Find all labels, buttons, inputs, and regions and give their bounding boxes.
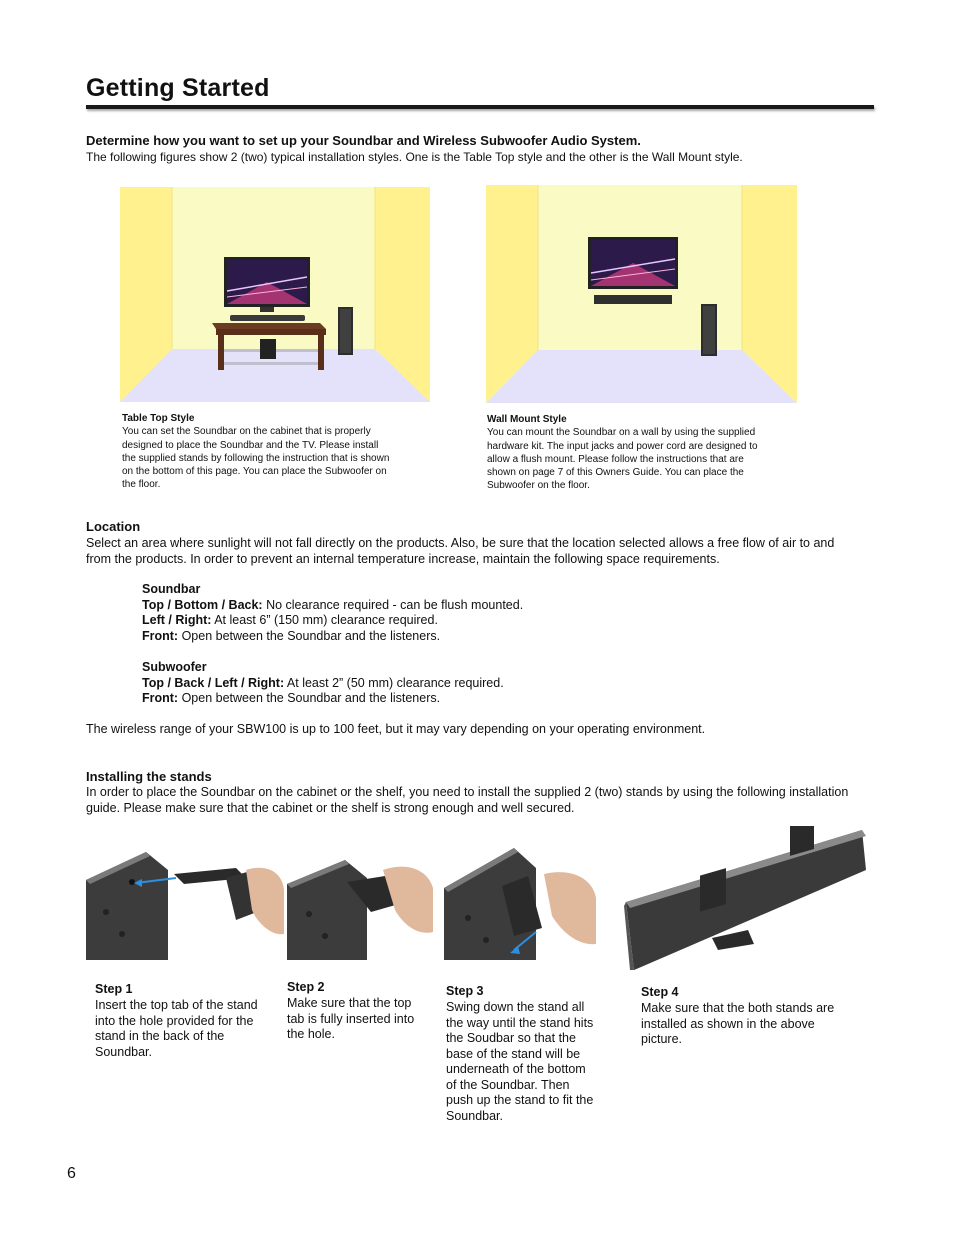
table-top-caption [122,412,422,492]
step-1-photo [86,850,284,960]
step-line: Swing down the stand all [446,1000,585,1014]
spec-label: Top / Back / Left / Right: [142,675,285,690]
spec-label: Front: [142,691,179,705]
wall-mount-caption-title: Wall Mount Style [487,414,567,425]
step-4 [641,985,871,1048]
step-2-photo [287,858,433,960]
stands-body [86,785,886,816]
page-number: 6 [67,1165,76,1182]
location-line: Select an area where sunlight will not fall directly on the products. Also, be sure that the location selected allows a free flow of air to and [86,536,835,550]
tv-icon [588,237,678,289]
step-3-photo [444,846,596,960]
table-top-caption-title: Table Top Style [122,413,195,424]
page-title: Getting Started [86,74,270,102]
wall-mount-caption-line: allow a flush mount. Please follow the instructions that are [487,453,744,465]
step-line: base of the stand will be [446,1046,581,1061]
step-3 [446,984,611,1124]
step-2-text [287,996,437,1043]
step-2 [287,980,437,1043]
spec-value: At least 2” (50 mm) clearance required. [284,675,504,690]
step-2-illustration [287,858,433,960]
location-heading: Location [86,519,141,534]
step-line: stand in the back of the [95,1029,225,1043]
soundbar-icon [230,315,305,321]
stands-heading: Installing the stands [86,769,212,784]
step-line: of the Soundbar. Then [446,1077,570,1092]
table-top-caption-line: the floor. [122,479,161,491]
step-1 [95,982,275,1060]
spec-value: At least 6” (150 mm) clearance required. [211,613,438,627]
soundbar-requirements [142,582,523,644]
wall-mount-caption-line: hardware kit. The input jacks and power cord are designed to [487,440,758,452]
step-line: push up the stand to fit the [446,1093,594,1107]
step-3-text [446,1000,611,1124]
subwoofer-spec-title: Subwoofer [142,660,207,674]
table-top-caption-line: the supplied stands by following the instruction that is shown [122,452,390,464]
step-3-illustration [444,846,596,960]
step-line: underneath of the bottom [446,1062,586,1076]
wireless-range-note: The wireless range of your SBW100 is up to 100 feet, but it may vary depending on your operating environment. [86,722,706,736]
step-line: Soundbar. [95,1044,152,1059]
step-4-illustration [622,826,868,972]
wall-mount-caption [487,413,787,493]
stands-line: guide. Please make sure that the cabinet or the shelf is strong enough and well secured. [86,800,575,815]
step-2-title: Step 2 [287,980,325,994]
wall-mount-room-illustration [486,185,797,403]
wall-mount-caption-line: shown on page 7 of this Owners Guide. You can place the [487,467,744,479]
step-1-illustration [86,850,284,960]
soundbar-spec-title: Soundbar [142,582,201,596]
table-top-caption-line: on the bottom of this page. You can place the Subwoofer on [122,466,387,478]
step-4-text [641,1001,871,1048]
step-1-text [95,998,275,1060]
subwoofer-requirements [142,660,504,707]
table-top-caption-line: You can set the Soundbar on the cabinet that is properly [122,426,371,438]
step-1-title: Step 1 [95,982,133,996]
step-line: the hole. [287,1027,335,1041]
step-line: picture. [641,1032,682,1046]
table-top-figure [120,187,430,402]
title-rule [86,105,874,109]
table-top-caption-line: designed to place the Soundbar and the TV. Please install [122,439,379,451]
step-line: installed as shown in the above [641,1016,815,1031]
intro-body: The following figures show 2 (two) typical installation styles. One is the Table Top style and the other is the Wall Mount style. [86,150,743,164]
spec-label: Front: [142,628,179,643]
step-4-title: Step 4 [641,985,679,999]
step-line: the Soudbar so that the [446,1031,576,1045]
step-line: the way until the stand hits [446,1015,594,1030]
tv-icon [224,257,310,312]
wall-mount-caption-line: Subwoofer on the floor. [487,480,590,492]
spec-label: Left / Right: [142,613,212,627]
stands-line: In order to place the Soundbar on the cabinet or the shelf, you need to install the supplied 2 (two) stands by using the following installation [86,785,849,799]
step-4-photo [622,826,868,972]
location-body [86,536,886,567]
step-line: Soundbar. [446,1108,503,1123]
step-line: Make sure that the top [287,996,412,1010]
table-top-room-illustration [120,187,430,402]
location-line: from the products. In order to prevent an internal temperature increase, maintain the following space requirements. [86,551,720,566]
soundbar-icon [594,295,672,304]
step-line: Insert the top tab of the stand [95,998,258,1012]
step-line: Make sure that the both stands are [641,1001,835,1015]
step-line: tab is fully inserted into [287,1011,415,1026]
spec-value: Open between the Soundbar and the listeners. [178,691,441,705]
wall-mount-figure [486,185,797,403]
wall-mount-caption-line: You can mount the Soundbar on a wall by using the supplied [487,427,756,439]
step-3-title: Step 3 [446,984,484,998]
step-line: into the hole provided for the [95,1013,254,1028]
spec-value: Open between the Soundbar and the listeners. [178,628,441,643]
spec-value: No clearance required - can be flush mounted. [262,597,524,612]
spec-label: Top / Bottom / Back: [142,597,263,612]
intro-heading: Determine how you want to set up your Soundbar and Wireless Subwoofer Audio System. [86,133,641,148]
